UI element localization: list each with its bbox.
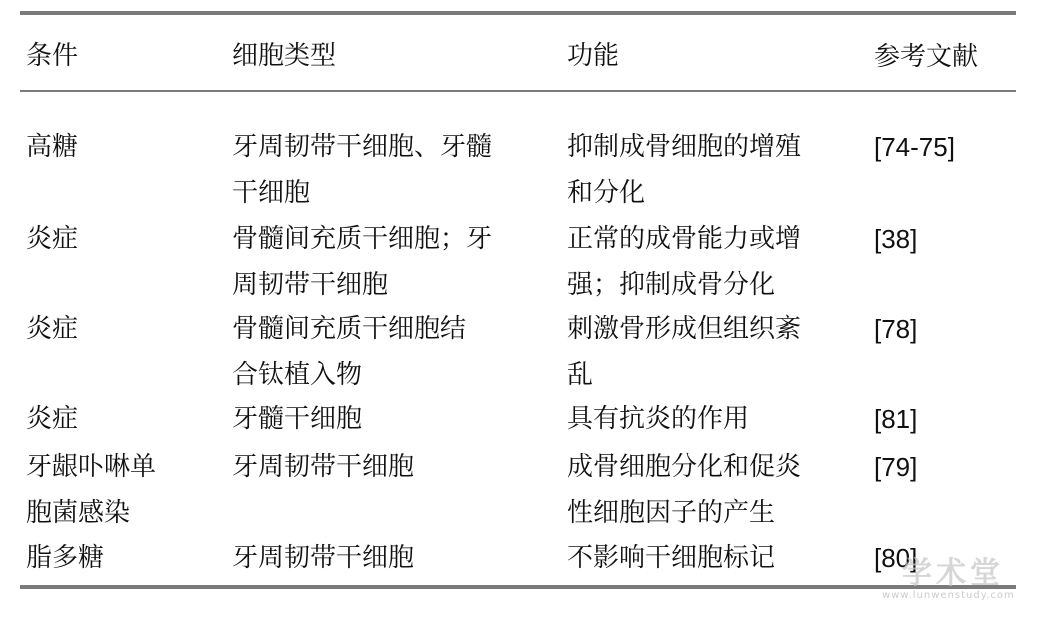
row-condition bbox=[26, 306, 78, 352]
cell-line: 炎症 bbox=[26, 404, 79, 434]
cell-line: 炎症 bbox=[26, 314, 79, 344]
row-reference: [38] bbox=[874, 224, 918, 254]
table-bottom-rule bbox=[20, 585, 1016, 589]
row-function bbox=[567, 396, 749, 442]
cell-line: 炎症 bbox=[26, 224, 79, 254]
header-cell-type: 细胞类型 bbox=[232, 41, 337, 71]
row-cell-type bbox=[232, 216, 492, 308]
row-condition bbox=[26, 124, 78, 170]
cell-line: 牙周韧带干细胞、牙髓 bbox=[232, 132, 493, 162]
header-reference: 参考文献 bbox=[874, 41, 979, 71]
row-reference: [80] bbox=[874, 543, 918, 573]
watermark-url: www.lunwenstudy.com bbox=[882, 590, 1015, 601]
cell-line: 抑制成骨细胞的增殖 bbox=[567, 132, 802, 162]
table-header-rule bbox=[20, 90, 1016, 92]
cell-line: 合钛植入物 bbox=[232, 360, 363, 390]
cell-line: 牙周韧带干细胞 bbox=[232, 452, 415, 482]
cell-line: 脂多糖 bbox=[26, 543, 105, 573]
row-function bbox=[567, 216, 801, 308]
row-condition bbox=[26, 444, 156, 536]
cell-line: 骨髓间充质干细胞结 bbox=[232, 314, 467, 344]
row-condition bbox=[26, 535, 104, 581]
row-condition bbox=[26, 396, 78, 442]
cell-line: 牙髓干细胞 bbox=[232, 404, 363, 434]
cell-line: 成骨细胞分化和促炎 bbox=[567, 452, 802, 482]
cell-line: 性细胞因子的产生 bbox=[567, 498, 776, 528]
cell-line: 正常的成骨能力或增 bbox=[567, 224, 802, 254]
row-cell-type bbox=[232, 306, 466, 398]
cell-line: 骨髓间充质干细胞；牙 bbox=[232, 224, 493, 254]
cell-line: 周韧带干细胞 bbox=[232, 270, 389, 300]
row-function bbox=[567, 444, 801, 536]
cell-line: 高糖 bbox=[26, 132, 79, 162]
cell-line: 不影响干细胞标记 bbox=[567, 543, 776, 573]
row-cell-type bbox=[232, 124, 492, 216]
row-function bbox=[567, 535, 775, 581]
header-function: 功能 bbox=[567, 41, 620, 71]
cell-line: 刺激骨形成但组织紊 bbox=[567, 314, 802, 344]
watermark bbox=[880, 548, 1030, 608]
row-reference: [79] bbox=[874, 452, 918, 482]
cell-line: 强；抑制成骨分化 bbox=[567, 270, 776, 300]
cell-line: 具有抗炎的作用 bbox=[567, 404, 750, 434]
header-condition: 条件 bbox=[26, 41, 79, 71]
row-reference: [78] bbox=[874, 314, 918, 344]
row-function bbox=[567, 124, 801, 216]
cell-line: 干细胞 bbox=[232, 178, 311, 208]
row-reference: [74-75] bbox=[874, 132, 955, 162]
row-cell-type bbox=[232, 444, 414, 490]
row-condition bbox=[26, 216, 78, 262]
watermark-title: 学术堂 bbox=[902, 556, 1004, 591]
row-cell-type bbox=[232, 396, 362, 442]
row-reference: [81] bbox=[874, 404, 918, 434]
cell-line: 胞菌感染 bbox=[26, 498, 131, 528]
cell-line: 和分化 bbox=[567, 178, 646, 208]
table-top-rule bbox=[20, 11, 1016, 15]
row-cell-type bbox=[232, 535, 414, 581]
cell-line: 牙龈卟啉单 bbox=[26, 452, 157, 482]
cell-line: 牙周韧带干细胞 bbox=[232, 543, 415, 573]
row-function bbox=[567, 306, 801, 398]
cell-line: 乱 bbox=[567, 360, 594, 390]
